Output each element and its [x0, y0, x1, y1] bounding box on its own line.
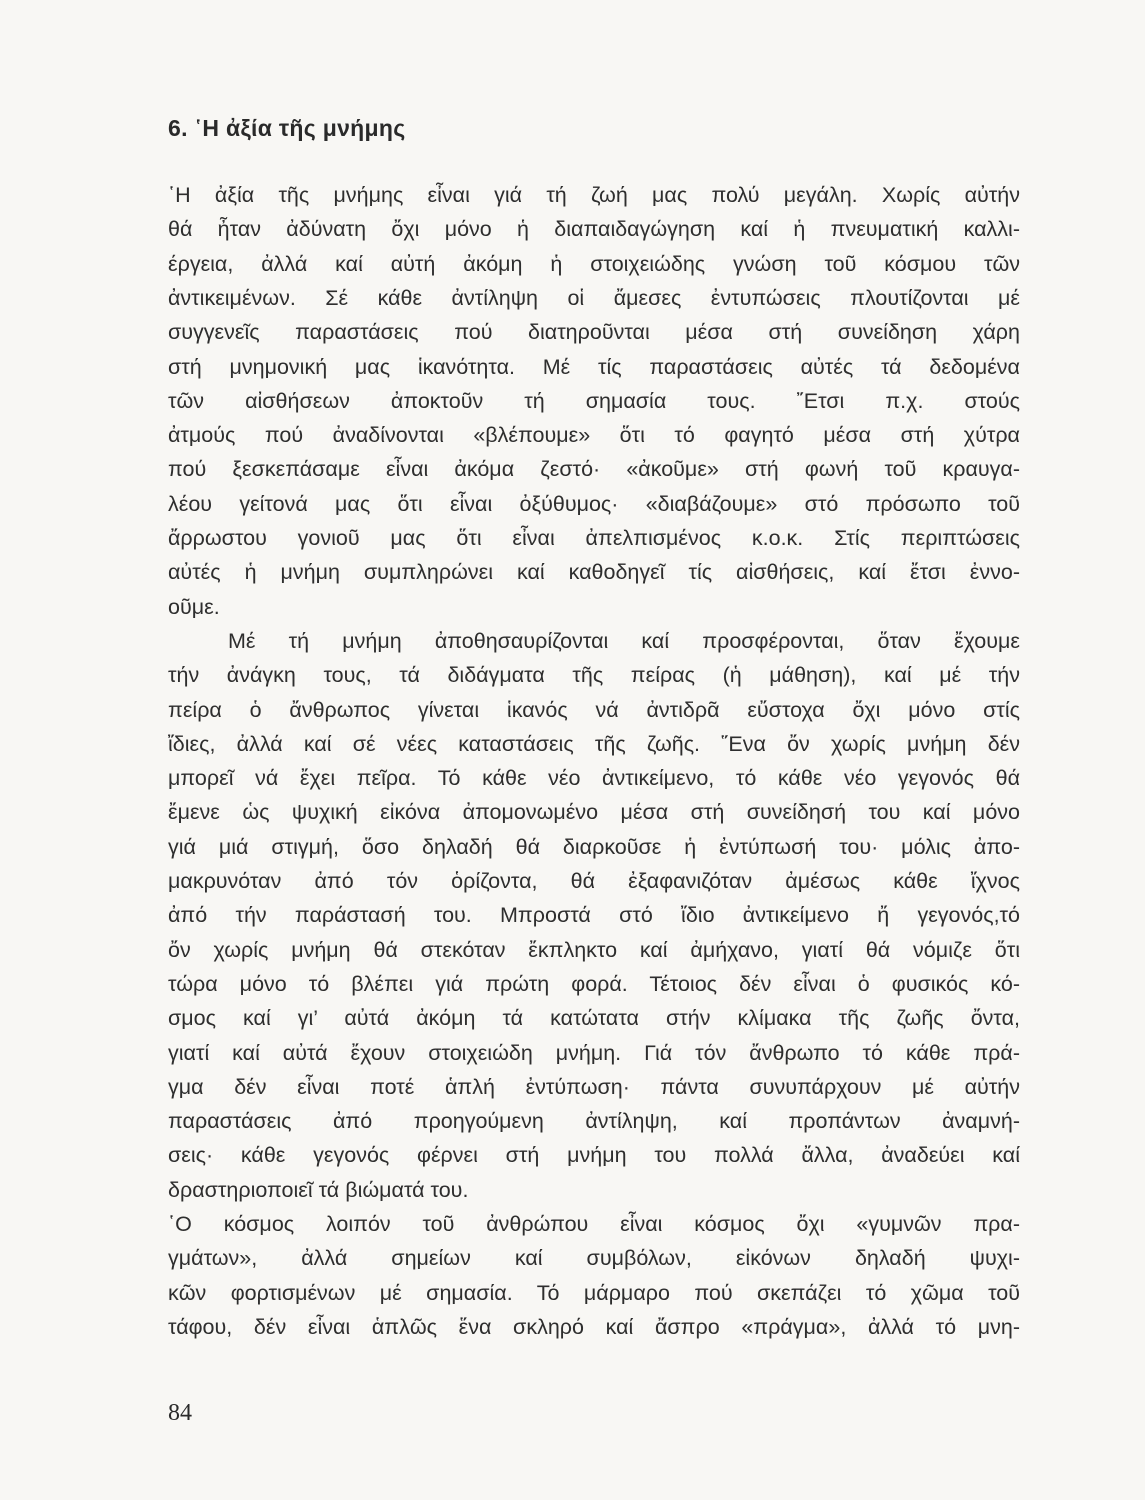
text-line: έργεια, ἀλλά καί αὐτή ἀκόμη ἡ στοιχειώδης γνώση τοῦ κόσμου τῶν [168, 251, 1020, 276]
text-line: ἀντικειμένων. Σέ κάθε ἀντίληψη οἱ ἄμεσες ἐντυπώσεις πλουτίζονται μέ [168, 285, 1020, 310]
text-line: συγγενεῖς παραστάσεις πού διατηροῦνται μέσα στή συνείδηση χάρη [168, 320, 1020, 345]
page-number: 84 [168, 1400, 192, 1426]
text-line: τήν ἀνάγκη τους, τά διδάγματα τῆς πείρας (ἡ μάθηση), καί μέ τήν [168, 663, 1020, 688]
text-line: τώρα μόνο τό βλέπει γιά πρώτη φορά. Τέτοιος δέν εἶναι ὁ φυσικός κό- [168, 971, 1020, 996]
text-line: παραστάσεις ἀπό προηγούμενη ἀντίληψη, καί προπάντων ἀναμνή- [168, 1109, 1020, 1134]
text-line: ἔμενε ὡς ψυχική εἰκόνα ἀπομονωμένο μέσα στή συνείδησή του καί μόνο [168, 800, 1020, 825]
text-line: σμος καί γι’ αὐτά ἀκόμη τά κατώτατα στήν κλίμακα τῆς ζωῆς ὄντα, [168, 1006, 1020, 1031]
text-line: τάφου, δέν εἶναι ἁπλῶς ἕνα σκληρό καί ἄσπρο «πράγμα», ἀλλά τό μνη- [168, 1314, 1020, 1339]
text-line: ὄν χωρίς μνήμη θά στεκόταν ἔκπληκτο καί ἀμήχανο, γιατί θά νόμιζε ὅτι [168, 937, 1020, 962]
section-heading: 6. ῾Η ἀξία τῆς μνήμης [168, 115, 406, 141]
text-line: οῦμε. [168, 594, 220, 619]
text-line: θά ἦταν ἀδύνατη ὄχι μόνο ἡ διαπαιδαγώγηση καί ἡ πνευματική καλλι- [168, 217, 1020, 242]
text-line: τῶν αἰσθήσεων ἀποκτοῦν τή σημασία τους. ῎Ετσι π.χ. στούς [168, 388, 1020, 413]
text-line: ῾Η ἀξία τῆς μνήμης εἶναι γιά τή ζωή μας πολύ μεγάλη. Χωρίς αὐτήν [168, 183, 1020, 207]
text-line: γιατί καί αὐτά ἔχουν στοιχειώδη μνήμη. Γιά τόν ἄνθρωπο τό κάθε πρά- [168, 1040, 1020, 1065]
text-line: γμάτων», ἀλλά σημείων καί συμβόλων, εἰκόνων δηλαδή ψυχι- [168, 1246, 1020, 1271]
text-line: κῶν φορτισμένων μέ σημασία. Τό μάρμαρο πού σκεπάζει τό χῶμα τοῦ [168, 1280, 1020, 1305]
text-line: στή μνημονική μας ἱκανότητα. Μέ τίς παραστάσεις αὐτές τά δεδομένα [168, 354, 1020, 379]
text-line: μπορεῖ νά ἔχει πεῖρα. Τό κάθε νέο ἀντικείμενο, τό κάθε νέο γεγονός θά [168, 766, 1020, 791]
text-line: γμα δέν εἶναι ποτέ ἁπλή ἐντύπωση· πάντα συνυπάρχουν μέ αὐτήν [168, 1074, 1020, 1099]
text-line: πείρα ὁ ἄνθρωπος γίνεται ἱκανός νά ἀντιδρᾶ εὔστοχα ὄχι μόνο στίς [168, 697, 1020, 722]
text-line: ἴδιες, ἀλλά καί σέ νέες καταστάσεις τῆς ζωῆς. ῞Ενα ὄν χωρίς μνήμη δέν [168, 731, 1020, 756]
text-line: σεις· κάθε γεγονός φέρνει στή μνήμη του πολλά ἄλλα, ἀναδεύει καί [168, 1143, 1020, 1168]
text-line: ἀπό τήν παράστασή του. Μπροστά στό ἴδιο ἀντικείμενο ἤ γεγονός,τό [168, 903, 1020, 928]
text-line: γιά μιά στιγμή, ὅσο δηλαδή θά διαρκοῦσε ἡ ἐντύπωσή του· μόλις ἀπο- [168, 834, 1020, 859]
text-line: ἄρρωστου γονιοῦ μας ὅτι εἶναι ἀπελπισμένος κ.ο.κ. Στίς περιπτώσεις [168, 526, 1020, 550]
text-line: ῾Ο κόσμος λοιπόν τοῦ ἀνθρώπου εἶναι κόσμος ὄχι «γυμνῶν πρα- [168, 1212, 1020, 1236]
text-line: ἀτμούς πού ἀναδίνονται «βλέπουμε» ὅτι τό φαγητό μέσα στή χύτρα [168, 423, 1020, 448]
text-line: Μέ τή μνήμη ἀποθησαυρίζονται καί προσφέρονται, ὅταν ἔχουμε [228, 628, 1020, 653]
text-line: αὐτές ἡ μνήμη συμπληρώνει καί καθοδηγεῖ τίς αἰσθήσεις, καί ἔτσι ἐννο- [168, 560, 1020, 585]
text-line: δραστηριοποιεῖ τά βιώματά του. [168, 1177, 469, 1202]
text-line: λέου γείτονά μας ὅτι εἶναι ὀξύθυμος· «διαβάζουμε» στό πρόσωπο τοῦ [168, 491, 1020, 516]
text-line: μακρυνόταν ἀπό τόν ὁρίζοντα, θά ἐξαφανιζόταν ἀμέσως κάθε ἴχνος [168, 869, 1020, 893]
text-line: πού ξεσκεπάσαμε εἶναι ἀκόμα ζεστό· «ἀκοῦμε» στή φωνή τοῦ κραυγα- [168, 457, 1020, 482]
